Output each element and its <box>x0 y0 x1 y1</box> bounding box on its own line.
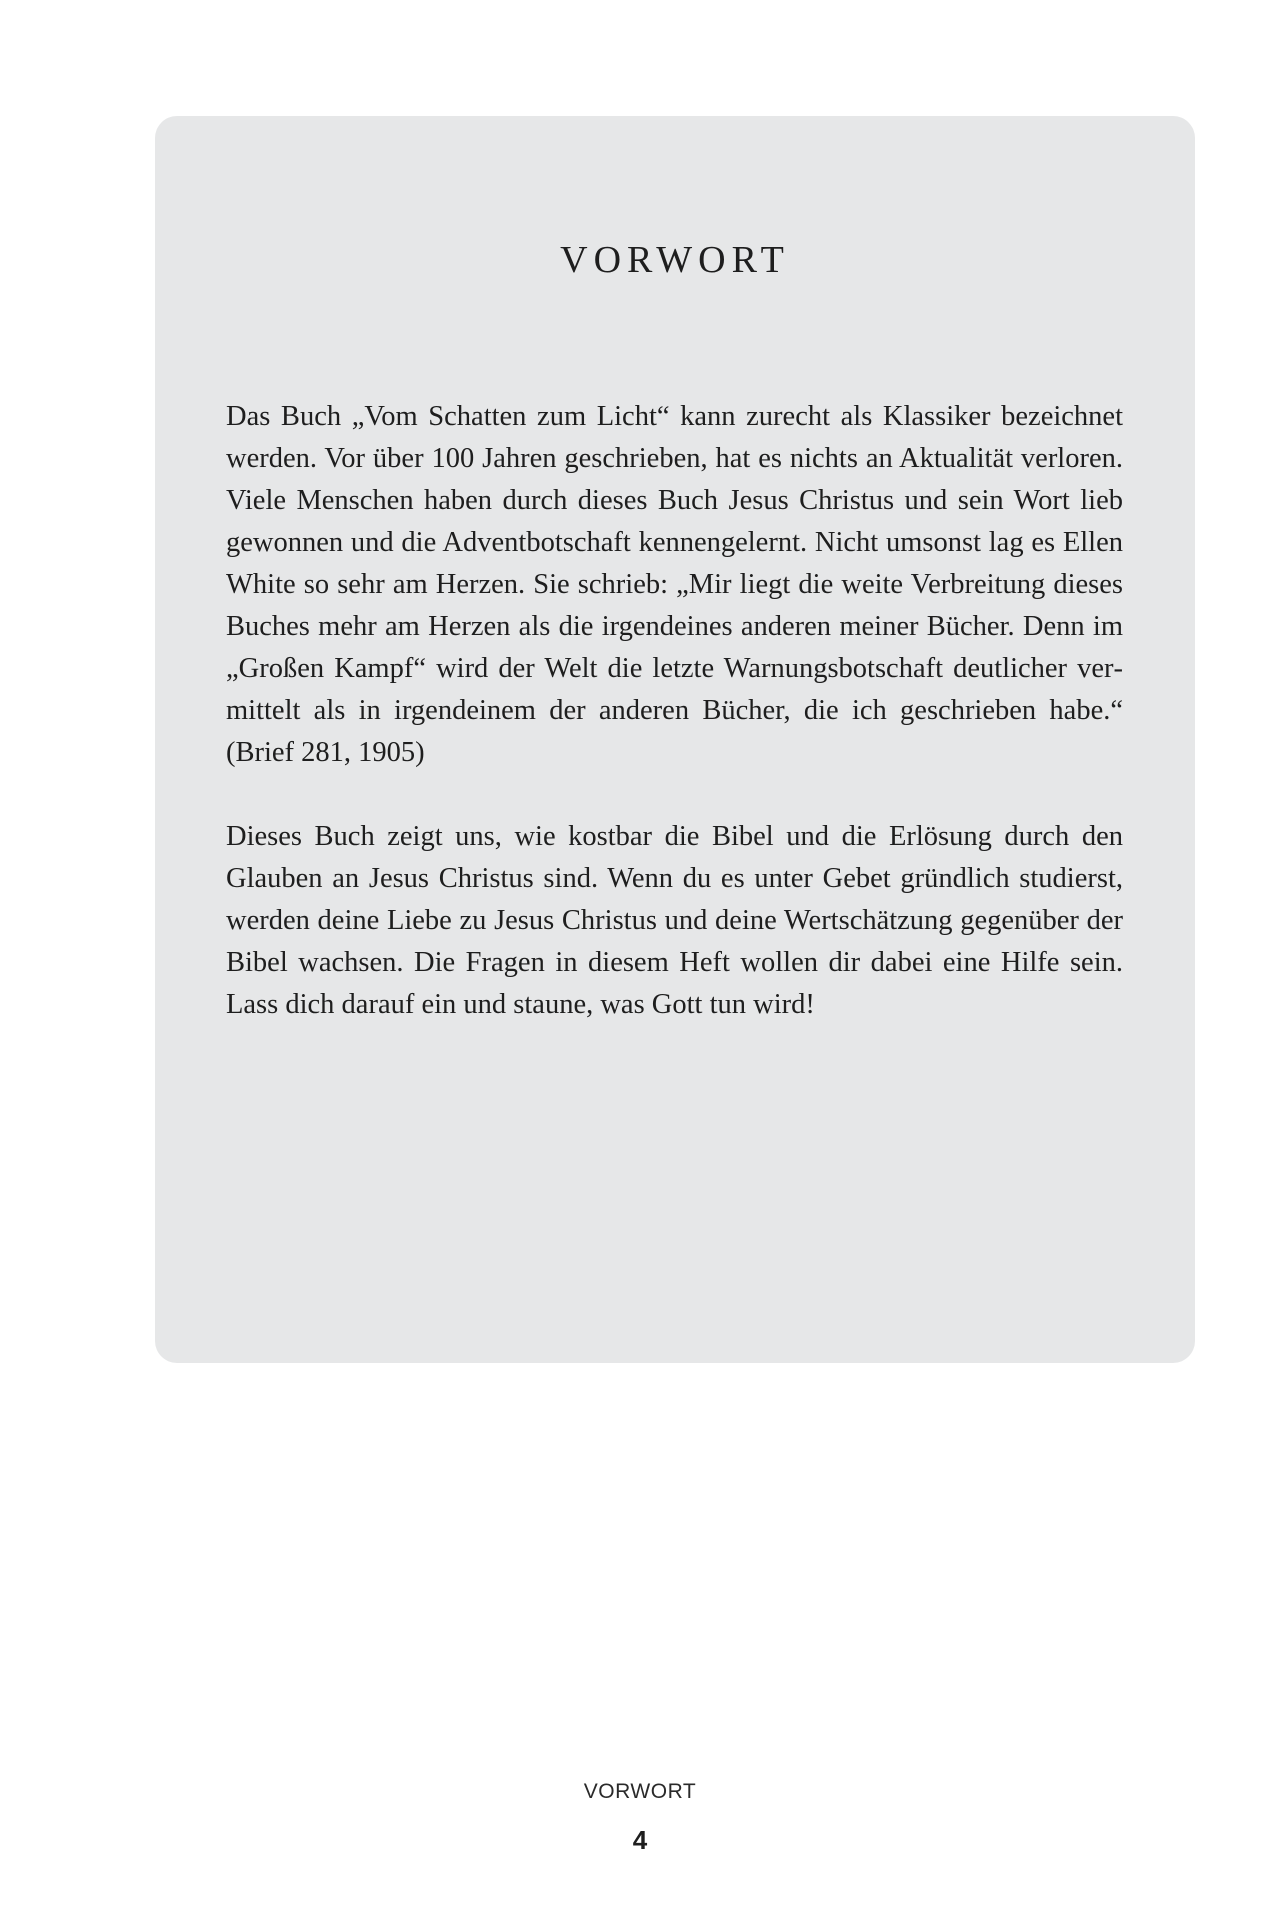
paragraph-1: Das Buch „Vom Schatten zum Licht“ kann zurecht als Klassiker bezeichnet werden. Vor über 100 Jahren geschrieben, hat es nichts an Aktualität verloren. Viele Menschen haben durch dieses Buch Jesus Christus und sein Wort lieb gewonnen und die Adventbotschaft kennengelernt. Nicht umsonst lag es Ellen White so sehr am Herzen. Sie schrieb: „Mir liegt die weite Verbreitung dieses Buches mehr am Herzen als die irgendeines anderen meiner Bücher. Denn im „Großen Kampf“ wird der Welt die letzte Warnungsbotschaft deutlicher vermittelt als in irgendeinem der anderen Bücher, die ich geschrieben habe.“ (Brief 281, 1905) <box>226 401 1123 768</box>
foreword-panel <box>155 116 1195 1363</box>
page-title: VORWORT <box>560 239 790 281</box>
footer-section-label: VORWORT <box>583 1780 697 1803</box>
foreword-body <box>226 396 1123 1068</box>
page-number: 4 <box>632 1825 648 1855</box>
paragraph-2: Dieses Buch zeigt uns, wie kostbar die Bibel und die Erlösung durch den Glauben an Jesus Christus sind. Wenn du es unter Gebet gründlich studierst, werden deine Liebe zu Jesus Christus und deine Wertschätzung gegenüber der Bibel wachsen. Die Fragen in diesem Heft wollen dir dabei eine Hilfe sein. Lass dich darauf ein und staune, was Gott tun wird! <box>226 821 1123 1020</box>
